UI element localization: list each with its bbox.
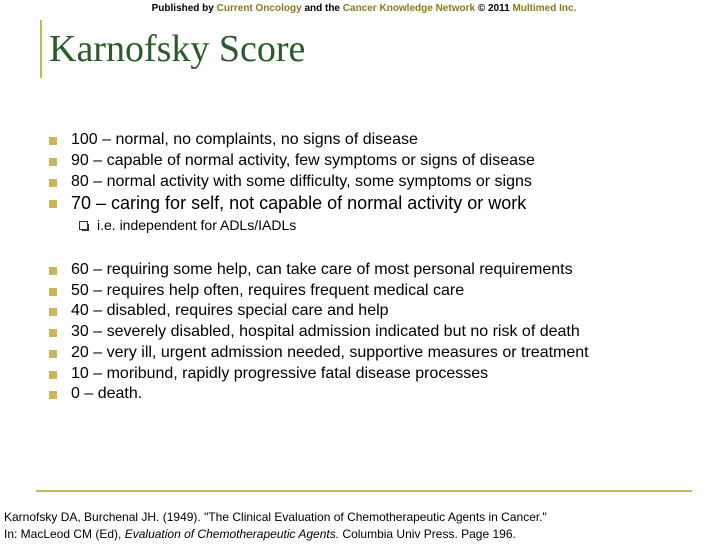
citation-line-1: Karnofsky DA, Burchenal JH. (1949). "The Clinical Evaluation of Chemotherapeutic Agents in Cancer.": [4, 510, 547, 524]
bullet-square-icon: [49, 137, 57, 145]
and-the-label: and the: [304, 3, 340, 14]
bullet-text: 100 – normal, no complaints, no signs of disease: [71, 131, 418, 148]
bullet-text: 20 – very ill, urgent admission needed, supportive measures or treatment: [71, 344, 589, 361]
bullet-text: 70 – caring for self, not capable of normal activity or work: [71, 193, 527, 213]
title-accent-line: [40, 20, 42, 78]
citation-suffix: Columbia Univ Press. Page 196.: [339, 527, 516, 541]
bullet-square-icon: [49, 158, 57, 166]
current-oncology-link[interactable]: Current Oncology: [216, 3, 302, 14]
bullet-text: 80 – normal activity with some difficulty, some symptoms or signs: [71, 173, 532, 190]
bullet-text: 50 – requires help often, requires frequent medical care: [71, 282, 465, 299]
citation-line-2: [4, 527, 516, 541]
bullet-square-icon: [49, 350, 57, 358]
cancer-knowledge-network-link[interactable]: Cancer Knowledge Network: [342, 3, 476, 14]
bullet-square-icon: [49, 308, 57, 316]
published-by-label: Published by: [151, 3, 214, 14]
citation-prefix: In: MacLeod CM (Ed),: [4, 527, 125, 541]
bullet-square-icon: [49, 200, 57, 208]
copyright-label: © 2011: [477, 3, 510, 14]
checkbox-bullet-icon: [79, 221, 88, 230]
bullet-square-icon: [49, 267, 57, 275]
bullet-text: 10 – moribund, rapidly progressive fatal disease processes: [71, 365, 489, 382]
bullet-square-icon: [49, 179, 57, 187]
slide-title: Karnofsky Score: [49, 28, 306, 70]
multimed-link[interactable]: Multimed Inc.: [512, 3, 577, 14]
footer-divider: [36, 490, 692, 492]
bullet-text: 40 – disabled, requires special care and help: [71, 302, 389, 319]
bullet-square-icon: [49, 391, 57, 399]
bullet-square-icon: [49, 288, 57, 296]
bullet-square-icon: [49, 329, 57, 337]
bullet-text: 30 – severely disabled, hospital admission indicated but no risk of death: [71, 323, 580, 340]
citation-book-title: Evaluation of Chemotherapeutic Agents.: [124, 527, 340, 541]
publisher-header: [0, 3, 728, 14]
bullet-text: 60 – requiring some help, can take care of most personal requirements: [71, 261, 573, 278]
sub-bullet-text: i.e. independent for ADLs/IADLs: [97, 217, 297, 233]
bullet-text: 0 – death.: [71, 385, 143, 402]
bullet-square-icon: [49, 371, 57, 379]
bullet-text: 90 – capable of normal activity, few symptoms or signs of disease: [71, 152, 535, 169]
